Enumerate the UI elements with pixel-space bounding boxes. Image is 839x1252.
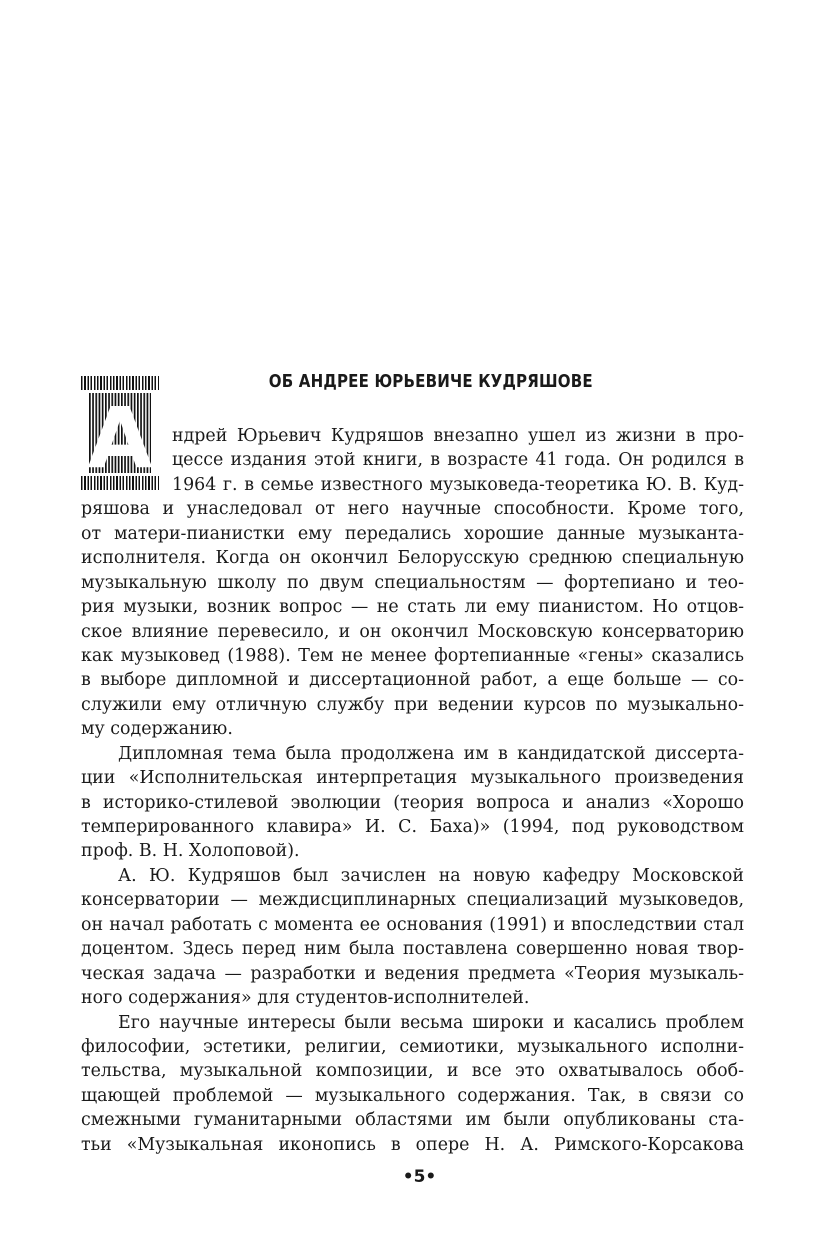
text-line: 1964 г. в семье известного музыковеда-теоретика Ю. В. Куд-: [172, 474, 744, 495]
text-line: цессе издания этой книги, в возрасте 41 года. Он родился в: [172, 450, 744, 471]
text-line: музыкальную школу по двум специальностям — фортепиано и тео-: [81, 572, 744, 593]
text-line: философии, эстетики, религии, семиотики, музыкального исполни-: [81, 1036, 744, 1057]
text-line: ции «Исполнительская интерпретация музыкального произведения: [81, 768, 744, 789]
body-text: [81, 424, 744, 1157]
text-line: в выборе дипломной и диссертационной работ, а еще больше — со-: [81, 670, 744, 691]
text-line: ндрей Юрьевич Кудряшов внезапно ушел из жизни в про-: [172, 426, 744, 446]
text-line: ческая задача — разработки и ведения предмета «Теория музыкаль-: [81, 963, 744, 984]
text-line: консерватории — междисциплинарных специализаций музыковедов,: [81, 890, 744, 911]
text-line: ряшова и унаследовал от него научные способности. Кроме того,: [81, 499, 744, 520]
text-line: смежными гуманитарными областями им были опубликованы ста-: [81, 1110, 744, 1131]
text-line: доцентом. Здесь перед ним была поставлена совершенно новая твор-: [81, 939, 744, 960]
text-line: Дипломная тема была продолжена им в кандидатской диссерта-: [118, 743, 744, 764]
drop-cap-stripe-top: [81, 376, 159, 390]
text-line: он начал работать с момента ее основания (1991) и впоследствии стал: [81, 914, 744, 935]
text-line: ного содержания» для студентов-исполнителей.: [81, 988, 530, 1009]
page-number: •5•: [402, 1167, 437, 1187]
text-line: му содержанию.: [81, 719, 233, 740]
text-line: щающей проблемой — музыкального содержания. Так, в связи со: [81, 1085, 744, 1106]
text-line: служили ему отличную службу при ведении курсов по музыкально-: [81, 694, 744, 715]
text-line: от матери-пианистки ему передались хорошие данные музыканта-: [81, 523, 744, 544]
text-line: тьи «Музыкальная иконопись в опере Н. А. Римского-Корсакова: [81, 1134, 744, 1155]
text-line: рия музыки, возник вопрос — не стать ли ему пианистом. Но отцов-: [81, 597, 744, 618]
text-line: темперированного клавира» И. С. Баха)» (1994, под руководством: [81, 817, 744, 837]
chapter-heading: ОБ АНДРЕЕ ЮРЬЕВИЧЕ КУДРЯШОВЕ: [268, 372, 593, 392]
text-line: Его научные интересы были весьма широки и касались проблем: [118, 1012, 744, 1033]
text-line: ское влияние перевесило, и он окончил Московскую консерваторию: [81, 621, 744, 642]
text-line: А. Ю. Кудряшов был зачислен на новую кафедру Московской: [118, 865, 744, 886]
text-line: как музыковед (1988). Тем не менее фортепианные «гены» сказались: [81, 645, 744, 666]
text-line: тельства, музыкальной композиции, и все это охватывалось обоб-: [81, 1061, 744, 1082]
text-line: в историко-стилевой эволюции (теория вопроса и анализ «Хорошо: [81, 792, 744, 813]
text-line: исполнителя. Когда он окончил Белорусскую среднюю специальную: [81, 548, 744, 569]
text-line: проф. В. Н. Холоповой).: [81, 841, 300, 862]
